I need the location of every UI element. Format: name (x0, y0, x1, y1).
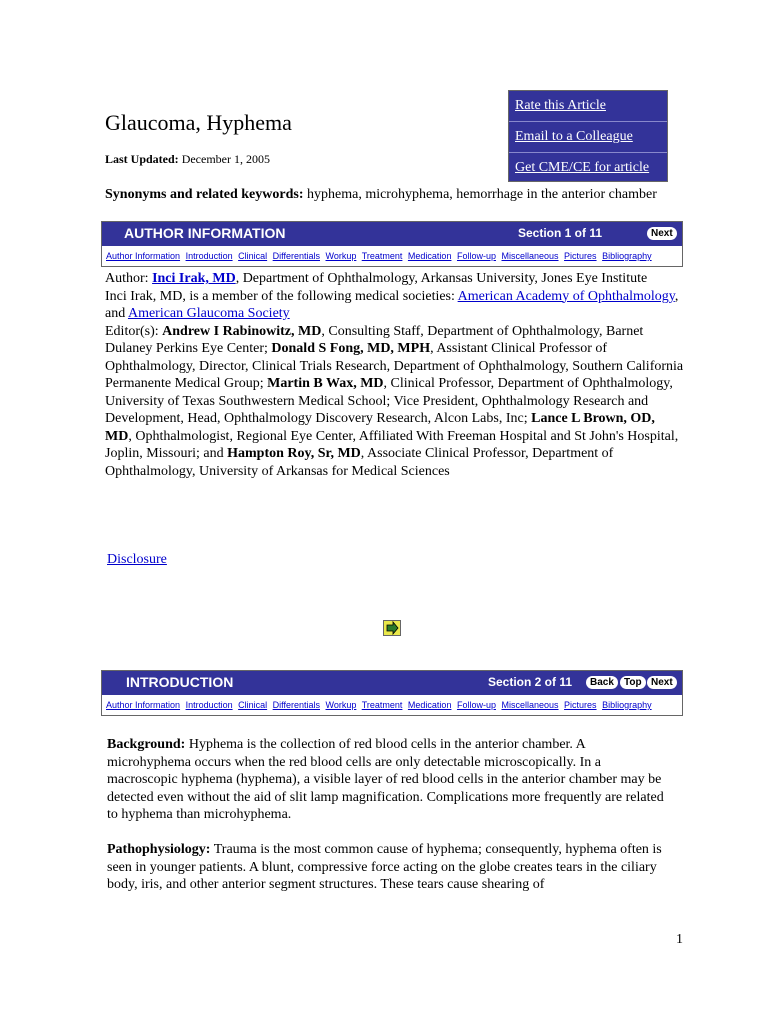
nav-bibliography[interactable]: Bibliography (602, 251, 652, 261)
editor-desc: , Consulting Staff, Department of Ophthalmology, Barnet Dulaney Perkins Eye Center; (105, 323, 644, 356)
section-title: AUTHOR INFORMATION (124, 225, 286, 241)
last-updated (105, 152, 270, 167)
editors-line (105, 323, 685, 481)
email-colleague-link[interactable]: Email to a Colleague (509, 122, 667, 153)
pathophysiology-text: Trauma is the most common cause of hyphema; consequently, hyphema often is seen in younger patients. A blunt, compressive force acting on the globe creates tears in the ciliary body, iris, and other anterior segment structures. These tears cause shearing of (107, 842, 662, 892)
pathophysiology-label: Pathophysiology: (107, 842, 211, 857)
nav-differentials[interactable]: Differentials (272, 700, 320, 710)
synonyms-value: hyphema, microhyphema, hemorrhage in the anterior chamber (303, 187, 657, 202)
membership-line (105, 288, 685, 323)
get-cme-link[interactable]: Get CME/CE for article (515, 160, 650, 175)
introduction-text (107, 736, 667, 911)
section-bar-introduction (101, 670, 683, 716)
author-affiliation: , Department of Ophthalmology, Arkansas University, Jones Eye Institute (235, 271, 648, 286)
nav-pictures[interactable]: Pictures (564, 251, 597, 261)
nav-medication[interactable]: Medication (407, 251, 452, 261)
page-title: Glaucoma, Hyphema (105, 110, 292, 135)
back-button[interactable]: Back (586, 676, 618, 689)
background-paragraph (107, 736, 667, 824)
nav-workup[interactable]: Workup (325, 251, 357, 261)
section-title: INTRODUCTION (126, 674, 234, 690)
author-name-link[interactable]: Inci Irak, MD (152, 271, 236, 286)
editor-desc: , Assistant Clinical Professor of Ophthalmology, Director, Clinical Trials Research, Department of Ophthalmology, Southern California Permanente Medical Group; (105, 341, 684, 391)
background-label: Background: (107, 737, 186, 752)
editor-name: Lance L Brown, OD, MD (105, 411, 655, 444)
nav-follow-up[interactable]: Follow-up (456, 251, 496, 261)
membership-and: , and (105, 288, 679, 321)
nav-differentials[interactable]: Differentials (272, 251, 320, 261)
nav-medication[interactable]: Medication (407, 700, 452, 710)
next-button[interactable]: Next (647, 676, 677, 689)
disclosure-link[interactable]: Disclosure (107, 552, 167, 567)
nav-workup[interactable]: Workup (325, 700, 357, 710)
next-arrow-icon[interactable] (383, 620, 401, 636)
editor-desc: , Ophthalmologist, Regional Eye Center, Affiliated With Freeman Hospital and St John's Hospital, Joplin, Missouri; and (105, 428, 679, 461)
section-number: Section 1 of 11 (518, 226, 603, 240)
rate-article-link[interactable]: Rate this Article (509, 91, 667, 122)
nav-bibliography[interactable]: Bibliography (602, 700, 652, 710)
background-text: Hyphema is the collection of red blood cells in the anterior chamber. A microhyphema occurs when the red blood cells are only detectable microscopically. In a macroscopic hyphema (hyphema), a visible layer of red blood cells in the anterior chamber may be detected even without the aid of slit lamp magnification. Complications more frequently are related to hyphema than microhyphema. (107, 737, 664, 822)
nav-treatment[interactable]: Treatment (361, 251, 403, 261)
author-information (105, 270, 685, 480)
editor-name: Andrew I Rabinowitz, MD (162, 323, 322, 339)
nav-miscellaneous[interactable]: Miscellaneous (501, 251, 559, 261)
nav-author-information[interactable]: Author Information (106, 251, 181, 261)
editor-name: Martin B Wax, MD (267, 376, 384, 391)
section-bar-author (101, 221, 683, 267)
nav-follow-up[interactable]: Follow-up (456, 700, 496, 710)
editor-name: Hampton Roy, Sr, MD (227, 446, 361, 461)
section-header (102, 222, 682, 246)
author-prefix: Author: (105, 271, 153, 286)
nav-clinical[interactable]: Clinical (238, 700, 268, 710)
section-nav-links (102, 246, 682, 266)
next-button[interactable]: Next (647, 227, 677, 240)
last-updated-value: December 1, 2005 (178, 152, 270, 166)
society-aao-link[interactable]: American Academy of Ophthalmology (457, 288, 675, 304)
last-updated-label: Last Updated: (105, 152, 179, 166)
author-line (105, 270, 685, 288)
nav-introduction[interactable]: Introduction (185, 700, 233, 710)
top-button[interactable]: Top (620, 676, 646, 689)
nav-author-information[interactable]: Author Information (106, 700, 181, 710)
nav-introduction[interactable]: Introduction (185, 251, 233, 261)
page-number: 1 (676, 932, 683, 947)
nav-clinical[interactable]: Clinical (238, 251, 268, 261)
editor-desc: , Clinical Professor, Department of Ophthalmology, University of Texas Southwestern Medical School; Vice President, Ophthalmology Research and Development, Head, Ophthalmology Discovery Research, Alcon Labs, Inc; (105, 376, 673, 426)
synonyms-label: Synonyms and related keywords: (105, 187, 304, 202)
section-nav-links (102, 695, 682, 715)
society-ags-link[interactable]: American Glaucoma Society (127, 306, 290, 321)
article-actions-box (508, 90, 668, 182)
nav-pictures[interactable]: Pictures (564, 700, 597, 710)
section-header (102, 671, 682, 695)
nav-miscellaneous[interactable]: Miscellaneous (501, 700, 559, 710)
membership-prefix: Inci Irak, MD, is a member of the following medical societies: (105, 288, 458, 304)
synonyms (105, 186, 665, 203)
editor-desc: , Associate Clinical Professor, Department of Ophthalmology, University of Arkansas for Medical Sciences (105, 446, 614, 479)
pathophysiology-paragraph (107, 841, 667, 894)
nav-treatment[interactable]: Treatment (361, 700, 403, 710)
editor-name: Donald S Fong, MD, MPH (271, 341, 431, 356)
section-number: Section 2 of 11 (488, 675, 573, 689)
editors-prefix: Editor(s): (105, 323, 163, 339)
